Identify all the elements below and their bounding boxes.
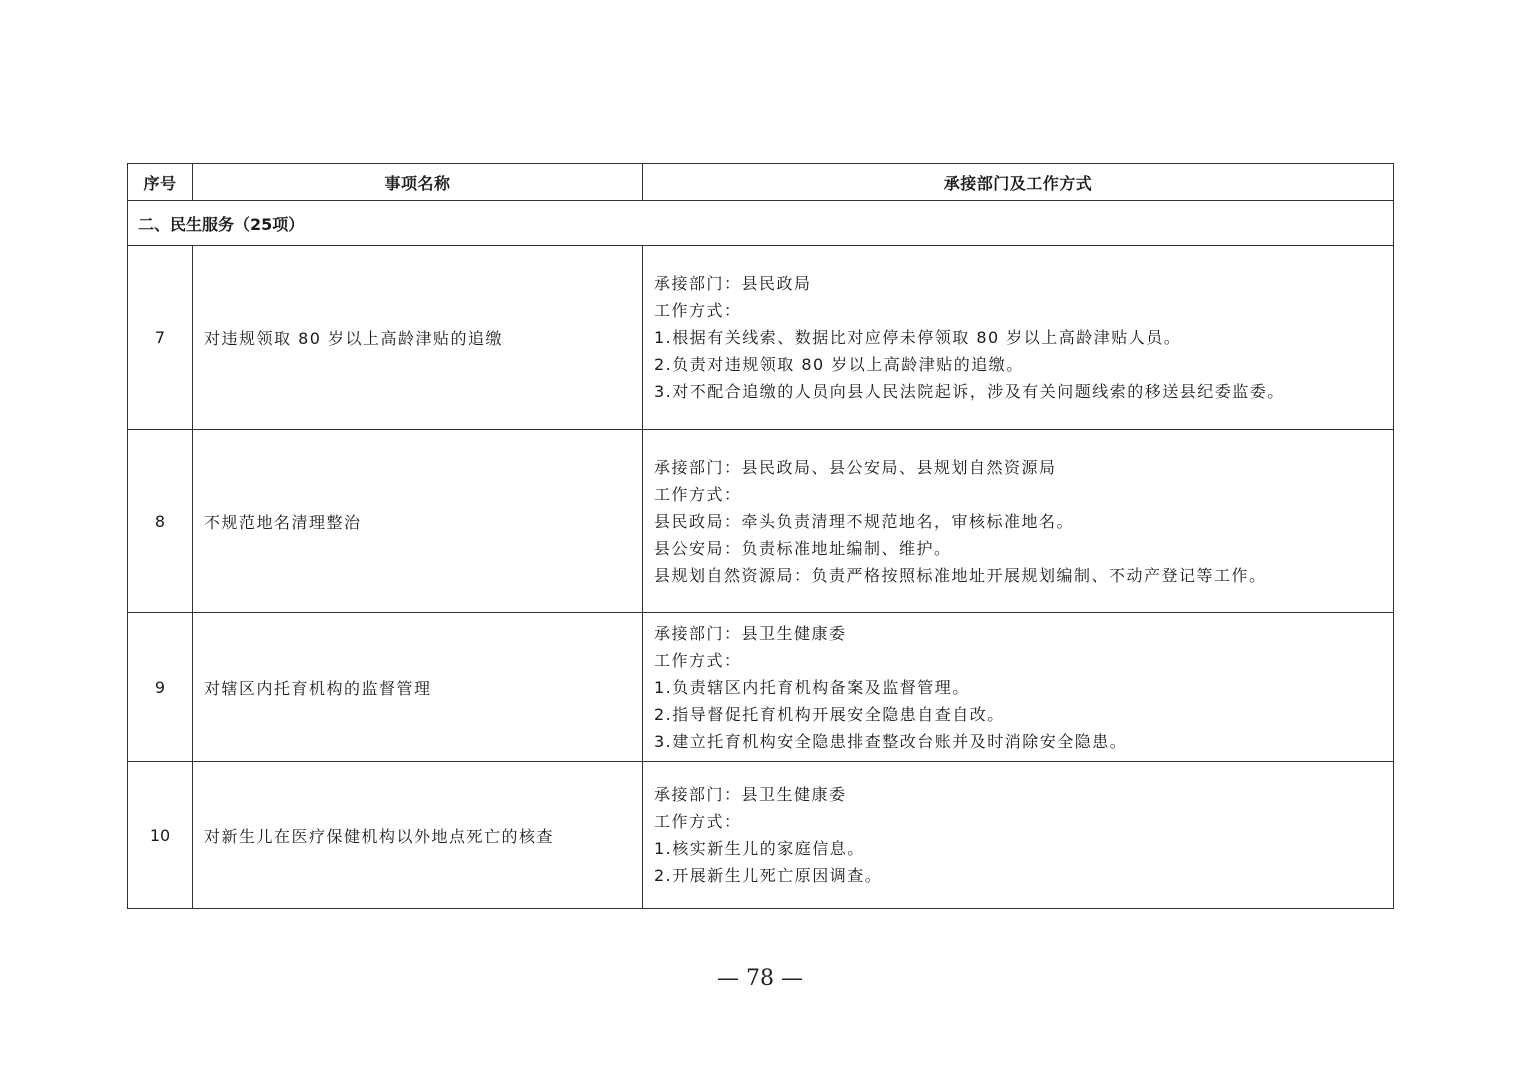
row-detail <box>643 246 1394 430</box>
header-serial-number: 序号 <box>128 164 193 201</box>
table-row <box>128 246 1394 430</box>
row-detail <box>643 430 1394 613</box>
detail-line: 县规划自然资源局：负责严格按照标准地址开展规划编制、不动产登记等工作。 <box>654 565 1267 585</box>
matters-table <box>127 163 1394 909</box>
row-item-name: 对新生儿在医疗保健机构以外地点死亡的核查 <box>193 762 643 909</box>
row-detail <box>643 762 1394 909</box>
detail-line: 1.负责辖区内托育机构备案及监督管理。 <box>654 677 970 697</box>
row-number: 7 <box>128 246 193 430</box>
detail-line: 3.建立托育机构安全隐患排查整改台账并及时消除安全隐患。 <box>654 731 1128 751</box>
row-number: 10 <box>128 762 193 909</box>
table-row <box>128 613 1394 762</box>
detail-line: 工作方式： <box>654 301 742 320</box>
detail-line: 工作方式： <box>654 812 742 831</box>
detail-line: 承接部门：县民政局、县公安局、县规划自然资源局 <box>654 457 1057 477</box>
section-title: 二、民生服务（25项） <box>128 201 1394 246</box>
detail-line: 2.开展新生儿死亡原因调查。 <box>654 866 883 885</box>
detail-line: 工作方式： <box>654 650 742 670</box>
detail-line: 1.核实新生儿的家庭信息。 <box>654 839 865 858</box>
page-number: — 78 — <box>717 966 803 991</box>
detail-line: 承接部门：县卫生健康委 <box>654 623 847 643</box>
row-item-name: 对违规领取 80 岁以上高龄津贴的追缴 <box>193 246 643 430</box>
detail-line: 2.负责对违规领取 80 岁以上高龄津贴的追缴。 <box>654 355 1024 374</box>
header-department-method: 承接部门及工作方式 <box>643 164 1394 201</box>
detail-line: 县民政局：牵头负责清理不规范地名，审核标准地名。 <box>654 511 1075 531</box>
table-row <box>128 762 1394 909</box>
section-row <box>128 201 1394 246</box>
table-header-row <box>128 164 1394 201</box>
row-detail <box>643 613 1394 762</box>
detail-line: 2.指导督促托育机构开展安全隐患自查自改。 <box>654 704 1005 724</box>
detail-line: 县公安局：负责标准地址编制、维护。 <box>654 538 952 558</box>
table-row <box>128 430 1394 613</box>
detail-line: 承接部门：县民政局 <box>654 274 812 293</box>
header-item-name: 事项名称 <box>193 164 643 201</box>
detail-line: 3.对不配合追缴的人员向县人民法院起诉，涉及有关问题线索的移送县纪委监委。 <box>654 382 1285 401</box>
detail-line: 承接部门：县卫生健康委 <box>654 785 847 804</box>
row-item-name: 不规范地名清理整治 <box>193 430 643 613</box>
detail-line: 1.根据有关线索、数据比对应停未停领取 80 岁以上高龄津贴人员。 <box>654 328 1182 347</box>
row-item-name: 对辖区内托育机构的监督管理 <box>193 613 643 762</box>
row-number: 9 <box>128 613 193 762</box>
row-number: 8 <box>128 430 193 613</box>
detail-line: 工作方式： <box>654 484 742 504</box>
